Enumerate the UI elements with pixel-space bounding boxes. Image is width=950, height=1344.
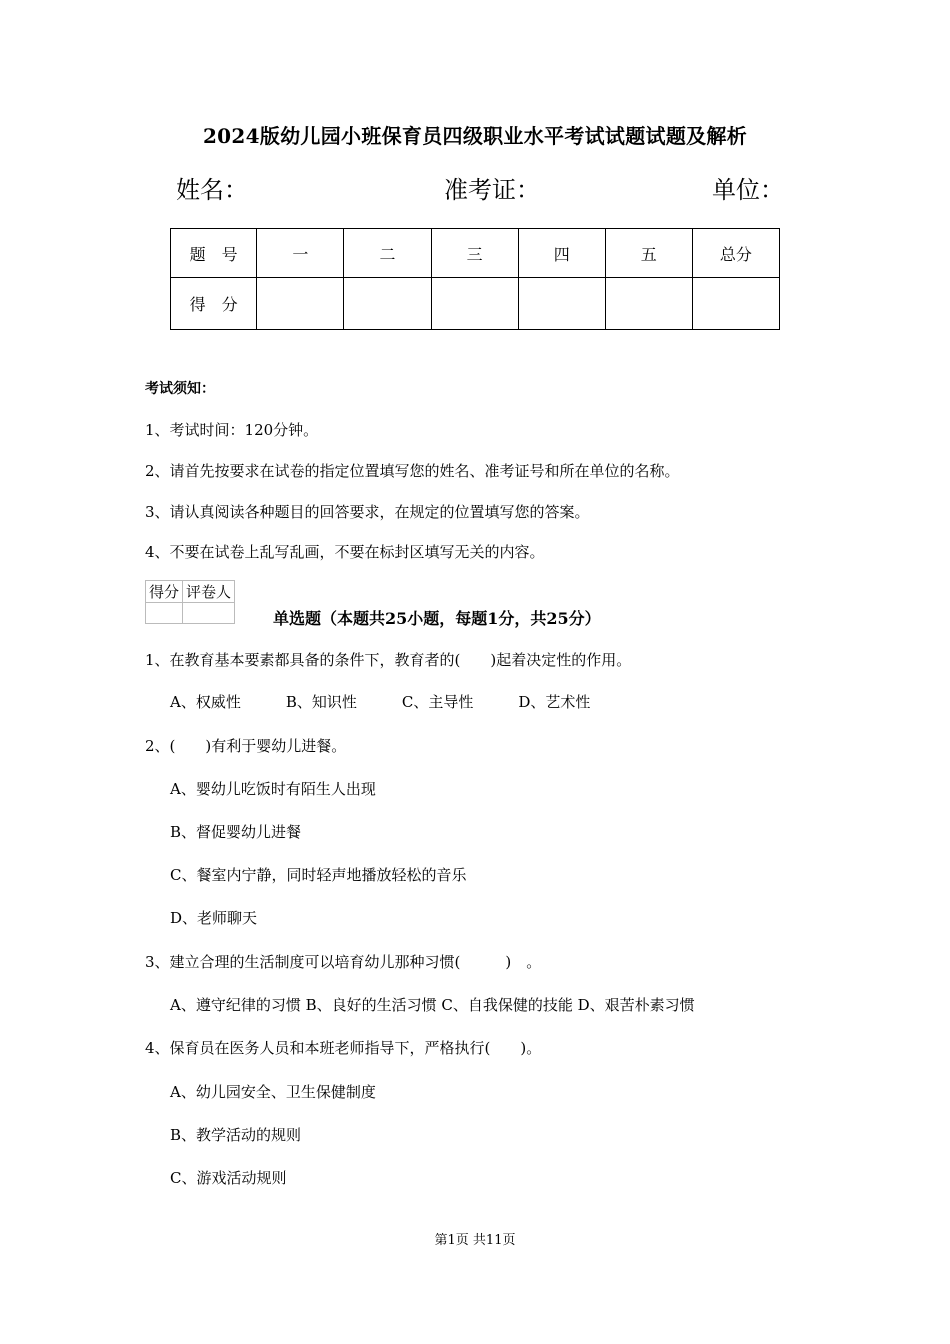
question-option: D、老师聊天 bbox=[170, 909, 258, 927]
score-table-score-row bbox=[171, 278, 780, 330]
question-option: B、教学活动的规则 bbox=[170, 1126, 302, 1144]
exam-number-label: 准考证： bbox=[444, 176, 540, 204]
score-cell-2[interactable] bbox=[344, 278, 431, 330]
question-stem: 1、在教育基本要素都具备的条件下，教育者的( )起着决定性的作用。 bbox=[145, 651, 632, 669]
name-label: 姓名： bbox=[176, 176, 248, 204]
question-option: A、幼儿园安全、卫生保健制度 bbox=[170, 1083, 376, 1101]
question-stem: 3、建立合理的生活制度可以培育幼儿那种习惯( ) 。 bbox=[145, 953, 542, 971]
score-cell-1[interactable] bbox=[257, 278, 344, 330]
header-cell-1: 一 bbox=[257, 229, 344, 278]
notice-item: 2、请首先按要求在试卷的指定位置填写您的姓名、准考证号和所在单位的名称。 bbox=[145, 462, 680, 480]
header-cell-total: 总分 bbox=[692, 229, 779, 278]
header-cell-4: 四 bbox=[518, 229, 605, 278]
grader-box bbox=[145, 580, 235, 624]
notice-item: 1、考试时间：120分钟。 bbox=[145, 421, 319, 439]
grader-score-cell[interactable] bbox=[146, 603, 183, 624]
document-title: 2024版幼儿园小班保育员四级职业水平考试试题试题及解析 bbox=[202, 124, 748, 148]
question-option: A、婴幼儿吃饭时有陌生人出现 bbox=[170, 780, 376, 798]
question-option: C、餐室内宁静，同时轻声地播放轻松的音乐 bbox=[170, 866, 467, 884]
score-row-label: 得 分 bbox=[171, 278, 257, 330]
score-table bbox=[170, 228, 780, 330]
unit-label: 单位： bbox=[712, 176, 784, 204]
score-cell-3[interactable] bbox=[431, 278, 518, 330]
notice-item: 4、不要在试卷上乱写乱画，不要在标封区填写无关的内容。 bbox=[145, 543, 545, 561]
grader-score-label: 得分 bbox=[146, 581, 183, 603]
section-title: 单选题（本题共25小题，每题1分，共25分） bbox=[273, 609, 601, 628]
question-option: C、游戏活动规则 bbox=[170, 1169, 287, 1187]
question-options: A、权威性 B、知识性 C、主导性 D、艺术性 bbox=[170, 693, 591, 711]
header-cell-5: 五 bbox=[605, 229, 692, 278]
score-table-header-row bbox=[171, 229, 780, 278]
grader-name-cell[interactable] bbox=[183, 603, 235, 624]
grader-name-label: 评卷人 bbox=[183, 581, 235, 603]
question-stem: 2、( )有利于婴幼儿进餐。 bbox=[145, 737, 347, 755]
score-cell-4[interactable] bbox=[518, 278, 605, 330]
score-cell-5[interactable] bbox=[605, 278, 692, 330]
question-options: A、遵守纪律的习惯 B、良好的生活习惯 C、自我保健的技能 D、艰苦朴素习惯 bbox=[170, 996, 695, 1014]
question-option: B、督促婴幼儿进餐 bbox=[170, 823, 302, 841]
score-cell-total[interactable] bbox=[692, 278, 779, 330]
header-cell-3: 三 bbox=[431, 229, 518, 278]
question-stem: 4、保育员在医务人员和本班老师指导下，严格执行( )。 bbox=[145, 1039, 542, 1057]
page-footer: 第1页 共11页 bbox=[434, 1233, 516, 1248]
header-cell-question-number: 题 号 bbox=[171, 229, 257, 278]
notice-title: 考试须知： bbox=[145, 381, 215, 397]
notice-item: 3、请认真阅读各种题目的回答要求，在规定的位置填写您的答案。 bbox=[145, 503, 590, 521]
header-cell-2: 二 bbox=[344, 229, 431, 278]
